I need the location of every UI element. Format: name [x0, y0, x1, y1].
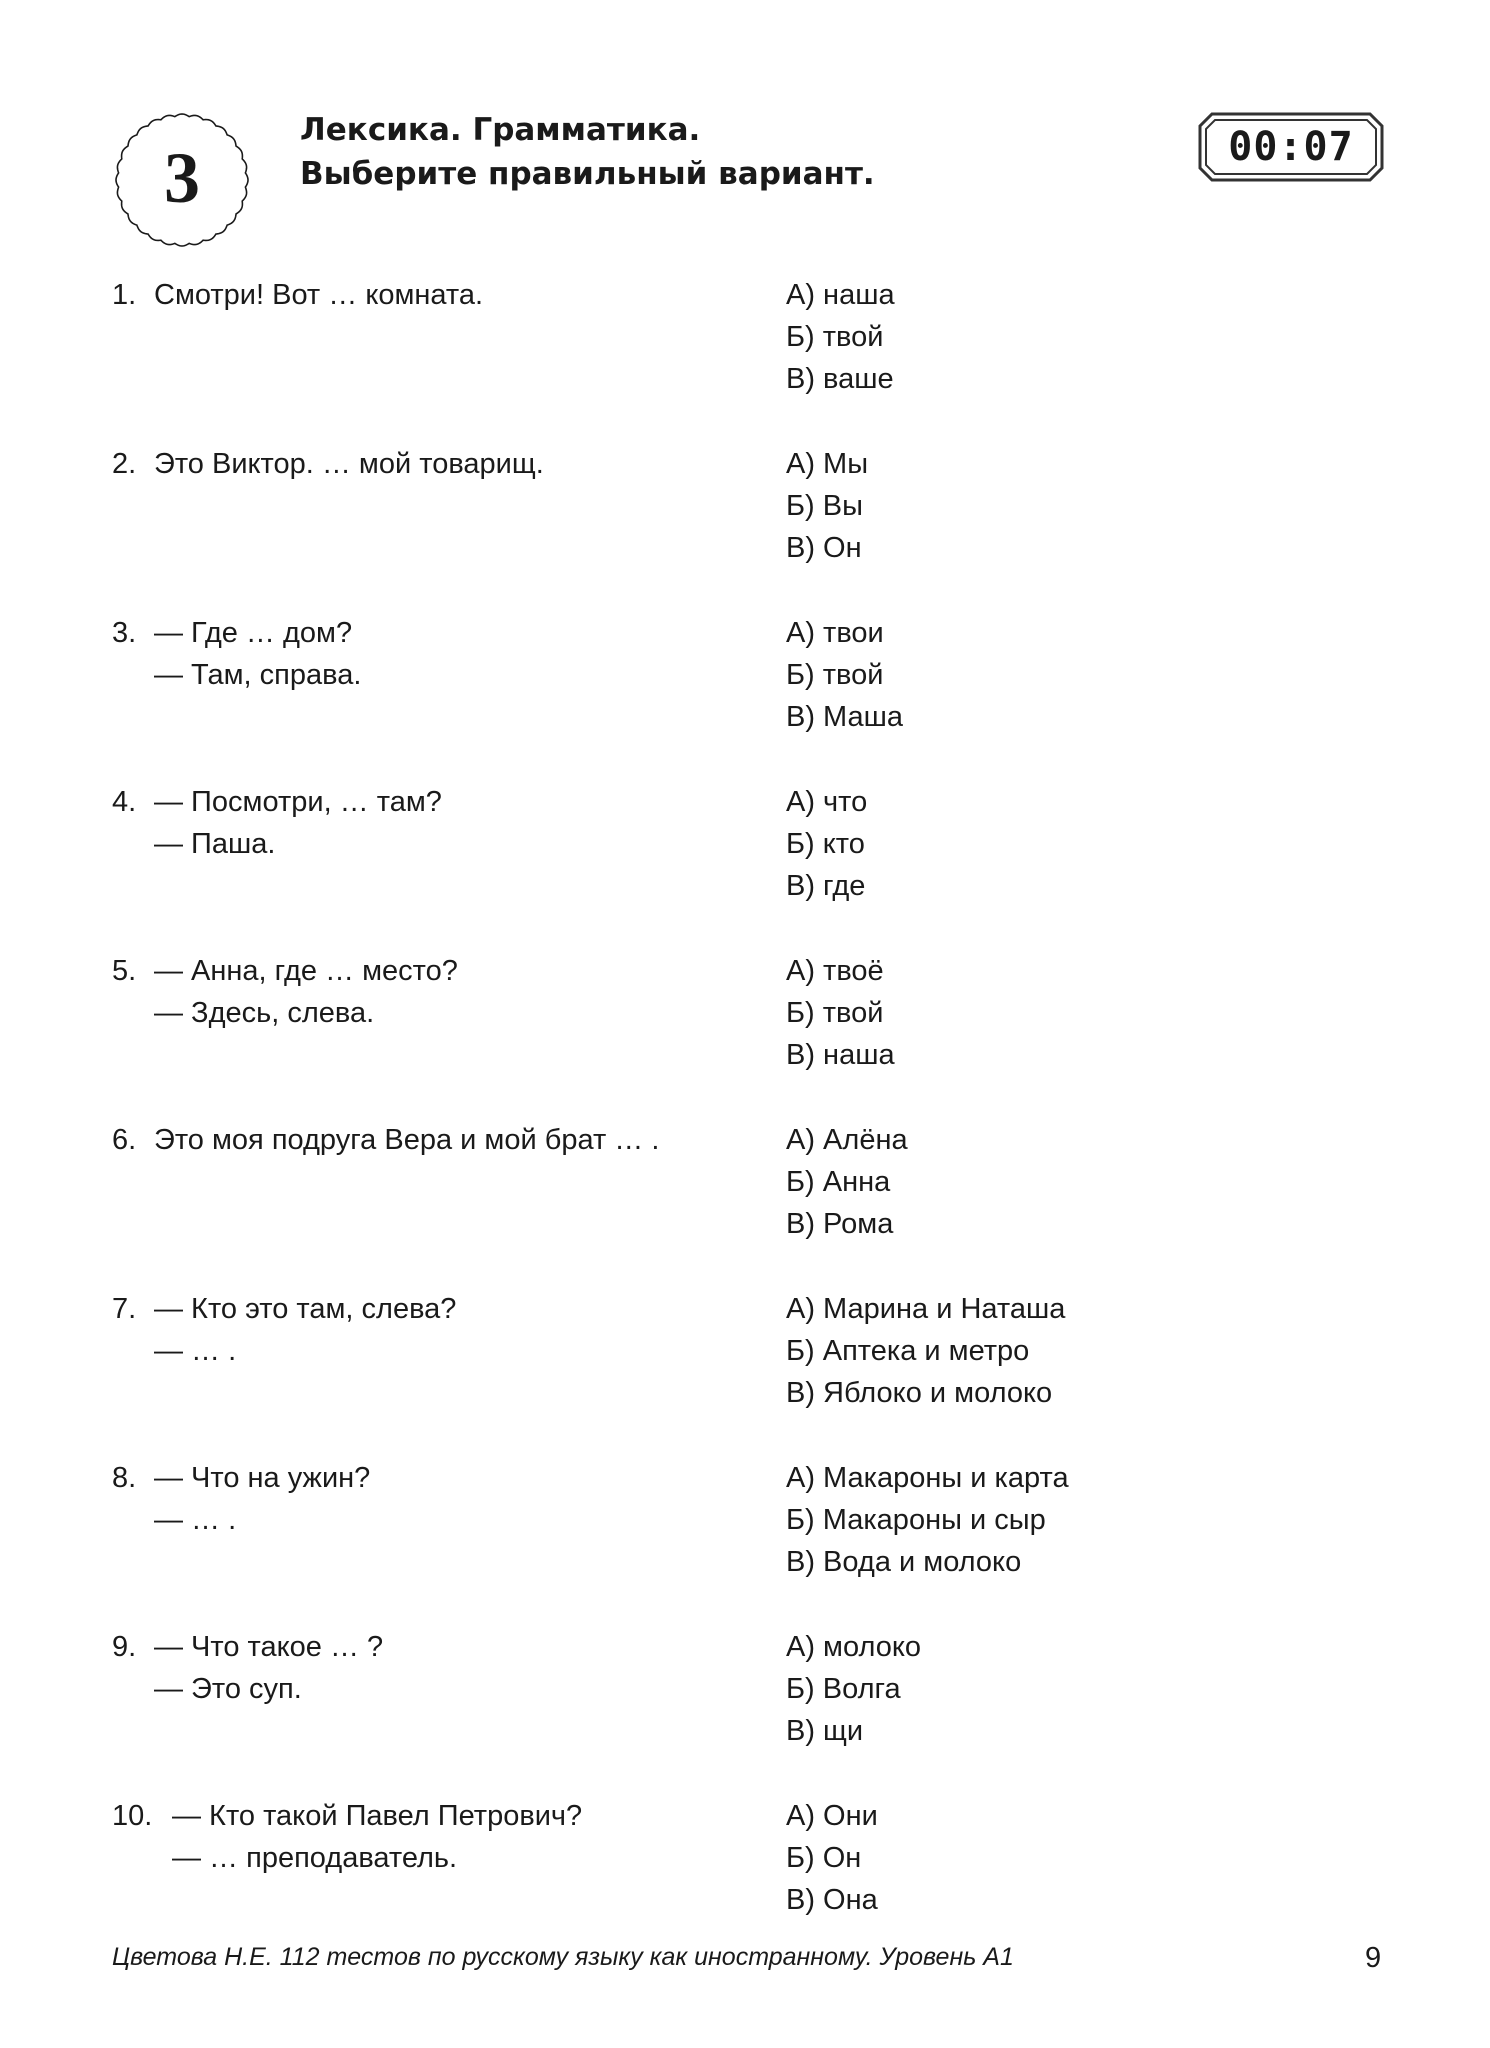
question-line-text: — Там, справа.: [154, 659, 362, 691]
question-line: [112, 1499, 370, 1541]
answer-options: [786, 1119, 908, 1245]
answer-options: [786, 1795, 878, 1921]
question-text: [112, 612, 361, 696]
question-item: [0, 1288, 1490, 1457]
question-number: 2.: [112, 448, 137, 480]
question-line: [112, 654, 361, 696]
question-item: [0, 1457, 1490, 1626]
question-line: [112, 823, 442, 865]
question-text: [112, 443, 544, 485]
question-item: [0, 1119, 1490, 1288]
question-line-text: — Что на ужин?: [154, 1462, 371, 1494]
question-text: [112, 1457, 370, 1541]
question-line-text: — … .: [154, 1504, 237, 1536]
question-number: 8.: [112, 1462, 137, 1494]
question-line: [112, 1330, 456, 1372]
answer-option[interactable]: В) Яблоко и молоко: [786, 1377, 1053, 1409]
answer-options: [786, 443, 868, 569]
answer-option[interactable]: Б) твой: [786, 321, 884, 353]
answer-option[interactable]: А) твоё: [786, 955, 884, 987]
question-line: [112, 950, 458, 992]
section-badge: [112, 110, 252, 250]
question-item: [0, 612, 1490, 781]
question-line-text: — Анна, где … место?: [154, 955, 458, 987]
answer-option[interactable]: Б) Он: [786, 1842, 862, 1874]
question-number: 1.: [112, 279, 137, 311]
answer-option[interactable]: Б) Макароны и сыр: [786, 1504, 1046, 1536]
answer-option[interactable]: А) Макароны и карта: [786, 1462, 1069, 1494]
answer-option[interactable]: В) наша: [786, 1039, 895, 1071]
answer-options: [786, 274, 895, 400]
page-number: 9: [1365, 1942, 1382, 1974]
question-number: 10.: [112, 1800, 153, 1832]
question-text: [112, 781, 442, 865]
question-item: [0, 781, 1490, 950]
question-number: 6.: [112, 1124, 137, 1156]
question-line: [112, 1795, 582, 1837]
question-line-text: — Кто это там, слева?: [154, 1293, 457, 1325]
scalloped-circle-icon: [112, 110, 252, 250]
section-number: 3: [164, 138, 200, 218]
footer-citation: Цветова Н.Е. 112 тестов по русскому языку как иностранному. Уровень А1: [112, 1943, 1014, 1971]
question-item: [0, 443, 1490, 612]
answer-option[interactable]: Б) Анна: [786, 1166, 891, 1198]
answer-option[interactable]: В) Она: [786, 1884, 878, 1916]
answer-option[interactable]: В) Вода и молоко: [786, 1546, 1022, 1578]
answer-option[interactable]: Б) Аптека и метро: [786, 1335, 1030, 1367]
question-number: 3.: [112, 617, 137, 649]
answer-option[interactable]: В) где: [786, 870, 866, 902]
question-text: [112, 950, 458, 1034]
question-item: [0, 1626, 1490, 1795]
question-line: [112, 1119, 659, 1161]
question-line-text: — Это суп.: [154, 1673, 302, 1705]
answer-option[interactable]: Б) твой: [786, 997, 884, 1029]
question-text: [112, 1795, 582, 1879]
question-line-text: — Где … дом?: [154, 617, 353, 649]
question-item: [0, 950, 1490, 1119]
question-list: [0, 274, 1490, 1964]
question-number: 5.: [112, 955, 137, 987]
answer-option[interactable]: В) Он: [786, 532, 862, 564]
question-text: [112, 1119, 659, 1161]
question-line-text: Смотри! Вот … комната.: [154, 279, 484, 311]
question-number: 7.: [112, 1293, 137, 1325]
question-line-text: — … .: [154, 1335, 237, 1367]
answer-option[interactable]: А) наша: [786, 279, 895, 311]
answer-option[interactable]: А) Мы: [786, 448, 869, 480]
question-item: [0, 1795, 1490, 1964]
answer-option[interactable]: Б) кто: [786, 828, 865, 860]
answer-option[interactable]: А) молоко: [786, 1631, 922, 1663]
answer-options: [786, 781, 867, 907]
answer-option[interactable]: В) щи: [786, 1715, 864, 1747]
question-line: [112, 1837, 582, 1879]
answer-option[interactable]: А) твои: [786, 617, 884, 649]
question-line: [112, 1288, 456, 1330]
question-line-text: — Посмотри, … там?: [154, 786, 442, 818]
question-line-text: Это Виктор. … мой товарищ.: [154, 448, 544, 480]
question-line-text: — Паша.: [154, 828, 276, 860]
answer-option[interactable]: А) что: [786, 786, 868, 818]
question-line-text: — Здесь, слева.: [154, 997, 375, 1029]
answer-option[interactable]: В) Маша: [786, 701, 904, 733]
question-line-text: — … преподаватель.: [172, 1842, 458, 1874]
question-line: [112, 274, 483, 316]
question-text: [112, 1626, 383, 1710]
answer-option[interactable]: Б) твой: [786, 659, 884, 691]
answer-options: [786, 1457, 1069, 1583]
answer-options: [786, 612, 903, 738]
answer-options: [786, 1288, 1065, 1414]
section-title: Лексика. Грамматика.: [300, 112, 701, 148]
question-line: [112, 612, 361, 654]
answer-option[interactable]: А) Марина и Наташа: [786, 1293, 1066, 1325]
timer-box: [1198, 112, 1384, 182]
question-line: [112, 992, 458, 1034]
answer-option[interactable]: В) Рома: [786, 1208, 894, 1240]
question-line: [112, 1457, 370, 1499]
answer-options: [786, 950, 895, 1076]
question-line-text: — Что такое … ?: [154, 1631, 384, 1663]
timer-value: 00:07: [1228, 124, 1354, 170]
question-line: [112, 1668, 383, 1710]
section-header: [300, 108, 875, 196]
answer-option[interactable]: А) Они: [786, 1800, 878, 1832]
question-line-text: Это моя подруга Вера и мой брат … .: [154, 1124, 660, 1156]
answer-option[interactable]: Б) Вы: [786, 490, 863, 522]
question-text: [112, 1288, 456, 1372]
answer-option[interactable]: В) ваше: [786, 363, 894, 395]
question-line: [112, 443, 544, 485]
question-line: [112, 781, 442, 823]
question-line: [112, 1626, 383, 1668]
question-item: [0, 274, 1490, 443]
section-instruction: Выберите правильный вариант.: [300, 156, 875, 192]
question-number: 9.: [112, 1631, 137, 1663]
answer-option[interactable]: А) Алёна: [786, 1124, 908, 1156]
answer-options: [786, 1626, 921, 1752]
question-line-text: — Кто такой Павел Петрович?: [172, 1800, 583, 1832]
question-text: [112, 274, 483, 316]
question-number: 4.: [112, 786, 137, 818]
answer-option[interactable]: Б) Волга: [786, 1673, 901, 1705]
